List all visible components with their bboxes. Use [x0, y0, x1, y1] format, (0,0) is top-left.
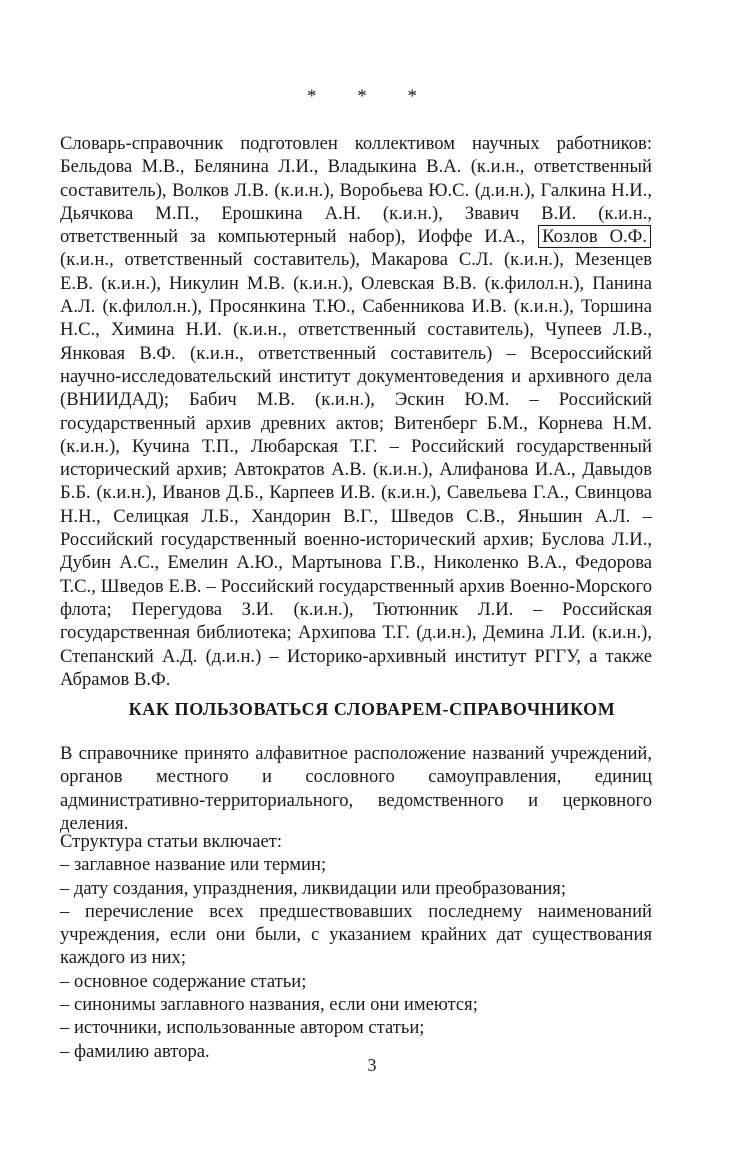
contributors-text-start: Словарь-справочник подготовлен коллективом научных работников: Бельдова М.В., Белянина Л.И., Владыкина В.А. (к.и.н., ответственный составитель), Волков Л.В. (к.и.н.), Воробьева Ю.С. (д.и.н.), Галкина Н.И., Дьячкова М.П., Ерошкина А.Н. (к.и.н.), Звавич В.И. (к.и.н., ответственный за компьютерный набор), Иоффе И.А., [60, 133, 652, 248]
list-item: – дату создания, упразднения, ликвидации или преобразования; [60, 877, 567, 899]
contributors-paragraph [60, 132, 652, 691]
section-heading: КАК ПОЛЬЗОВАТЬСЯ СЛОВАРЕМ-СПРАВОЧНИКОМ [128, 699, 616, 719]
contributors-text-end: (к.и.н., ответственный составитель), Макарова С.Л. (к.и.н.), Мезенцев Е.В. (к.и.н.), Никулин М.В. (к.и.н.), Олевская В.В. (к.филол.н.), Панина А.Л. (к.филол.н.), Просянкина Т.Ю., Сабенникова И.В. (к.и.н.), Торшина Н.С., Химина Н.И. (к.и.н., ответственный составитель), Чупеев Л.В., Янковая В.Ф. (к.и.н., ответственный составитель) – Всероссийский научно-исследовательский институт документоведения и архивного дела (ВНИИДАД); Бабич М.В. (к.и.н.), Эскин Ю.М. – Российский государственный архив древних актов; Витенберг Б.М., Корнева Н.М. (к.и.н.), Кучина Т.П., Любарская Т.Г. – Российский государственный исторический архив; Автократов А.В. (к.и.н.), Алифанова И.А., Давыдов Б.Б. (к.и.н.), Иванов Д.Б., Карпеев И.В. (к.и.н.), Савельева Г.А., Свинцова Н.Н., Селицкая Л.Б., Хандорин В.Г., Шведов С.В., Яньшин А.Л. – Российский государственный военно-исторический архив; Буслова Л.И., Дубин А.С., Емелин А.Ю., Мартынова Г.В., Николенко В.А., Федорова Т.С., Шведов Е.В. – Российский государственный архив Военно-Морского флота; Перегудова З.И. (к.и.н.), Тютюнник Л.И. – Российская государственная библиотека; Архипова Т.Г. (д.и.н.), Демина Л.И. (к.и.н.), Степанский А.Д. (д.и.н.) – Историко-архивный институт РГГУ, а также Абрамов В.Ф. [60, 249, 652, 690]
structure-list [60, 830, 652, 1063]
list-item: – фамилию автора. [60, 1040, 210, 1062]
usage-text: В справочнике принято алфавитное расположение названий учреждений, органов местного и сословного самоуправления, единиц административно-территориального, ведомственного и церковного деления. [60, 743, 652, 834]
section-separator: * * * [307, 86, 435, 107]
usage-paragraph [60, 742, 652, 835]
list-item: – источники, использованные автором статьи; [60, 1017, 425, 1039]
page-number: 3 [367, 1055, 377, 1075]
list-item: – перечисление всех предшествовавших последнему наименований учреждения, если они были, с указанием крайних дат существования каждого из них; [60, 900, 652, 969]
list-item: – синонимы заглавного названия, если они имеются; [60, 994, 478, 1016]
structure-intro: Структура статьи включает: [60, 831, 283, 852]
list-item: – заглавное название или термин; [60, 854, 327, 876]
list-item: – основное содержание статьи; [60, 970, 307, 992]
highlighted-name: Козлов О.Ф. [538, 225, 651, 248]
